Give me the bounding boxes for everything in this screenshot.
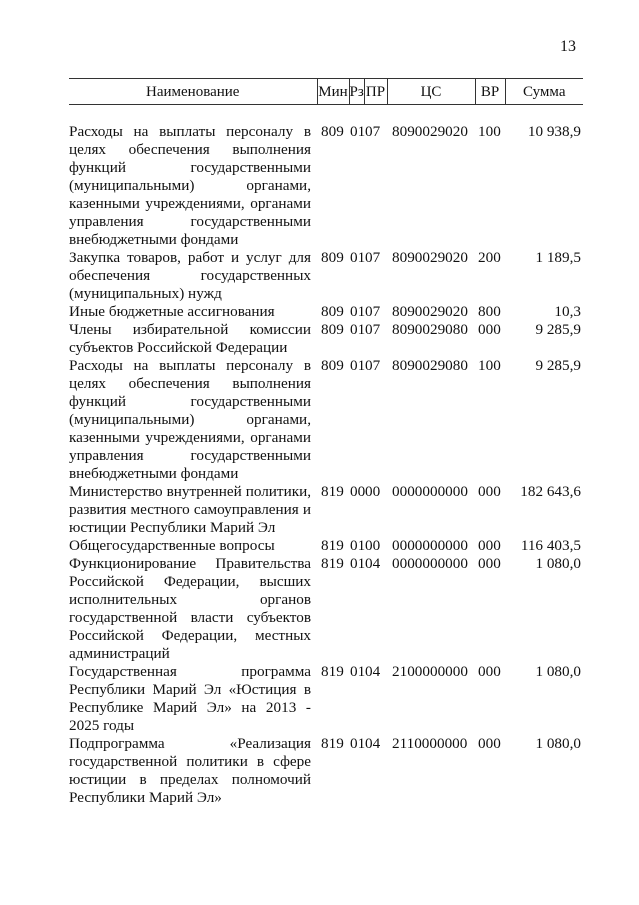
row-pr: 00 <box>365 483 381 500</box>
row-cs: 8090029020 <box>392 123 468 140</box>
row-vr: 000 <box>478 483 501 500</box>
row-min: 809 <box>321 321 344 338</box>
row-vr: 800 <box>478 303 501 320</box>
header-cs: ЦС <box>387 79 475 105</box>
row-cs: 8090029080 <box>392 321 468 338</box>
table-row <box>69 321 583 357</box>
row-sum: 1 080,0 <box>535 555 581 572</box>
header-sum: Сумма <box>505 79 583 105</box>
table-row <box>69 663 583 735</box>
row-min: 809 <box>321 303 344 320</box>
row-vr: 000 <box>478 735 501 752</box>
table-row <box>69 735 583 807</box>
row-cs: 8090029020 <box>392 249 468 266</box>
row-vr: 000 <box>478 555 501 572</box>
row-name: Подпрограмма «Реализация государственной политики в сфере юстиции в пределах полномочий Республики Марий Эл» <box>69 735 311 806</box>
row-min: 819 <box>321 483 344 500</box>
row-cs: 0000000000 <box>392 483 468 500</box>
row-name: Государственная программа Республики Марий Эл «Юстиция в Республике Марий Эл» на 2013 - 2025 годы <box>69 663 311 734</box>
row-min: 809 <box>321 249 344 266</box>
row-name: Общегосударственные вопросы <box>69 537 275 554</box>
row-sum: 10,3 <box>554 303 581 320</box>
table-row <box>69 483 583 537</box>
row-min: 819 <box>321 663 344 680</box>
row-pr: 04 <box>365 663 381 680</box>
header-pr: ПР <box>364 79 387 105</box>
page-number: 13 <box>560 38 576 55</box>
row-min: 819 <box>321 537 344 554</box>
table-row <box>69 303 583 321</box>
row-vr: 000 <box>478 321 501 338</box>
row-vr: 000 <box>478 663 501 680</box>
row-sum: 9 285,9 <box>535 357 581 374</box>
row-cs: 8090029080 <box>392 357 468 374</box>
budget-table <box>69 78 583 807</box>
row-sum: 116 403,5 <box>520 537 581 554</box>
header-vr: ВР <box>475 79 505 105</box>
row-rz: 01 <box>350 555 366 572</box>
row-pr: 04 <box>365 555 381 572</box>
row-sum: 9 285,9 <box>535 321 581 338</box>
table-header-row <box>69 79 583 105</box>
row-pr: 07 <box>365 249 381 266</box>
row-pr: 00 <box>365 537 381 554</box>
row-vr: 100 <box>478 123 501 140</box>
row-min: 819 <box>321 555 344 572</box>
row-cs: 2110000000 <box>392 735 468 752</box>
row-rz: 01 <box>350 357 366 374</box>
row-pr: 07 <box>365 123 381 140</box>
row-rz: 01 <box>350 123 366 140</box>
row-rz: 01 <box>350 537 366 554</box>
row-vr: 000 <box>478 537 501 554</box>
row-pr: 07 <box>365 357 381 374</box>
header-spacer <box>69 105 583 124</box>
row-vr: 200 <box>478 249 501 266</box>
row-sum: 182 643,6 <box>520 483 581 500</box>
row-min: 819 <box>321 735 344 752</box>
row-pr: 07 <box>365 303 381 320</box>
row-min: 809 <box>321 123 344 140</box>
table-row <box>69 537 583 555</box>
row-sum: 10 938,9 <box>527 123 581 140</box>
row-name: Расходы на выплаты персоналу в целях обеспечения выполнения функций государственными (муниципальными) органами, казенными учреждениями, органами управления государственными внебюджетными фондами <box>69 123 311 248</box>
table-row <box>69 249 583 303</box>
header-min: Мин <box>317 79 349 105</box>
row-name: Члены избирательной комиссии субъектов Российской Федерации <box>69 321 311 356</box>
row-name: Иные бюджетные ассигнования <box>69 303 275 320</box>
row-name: Расходы на выплаты персоналу в целях обеспечения выполнения функций государственными (муниципальными) органами, казенными учреждениями, органами управления государственными внебюджетными фондами <box>69 357 311 482</box>
row-cs: 8090029020 <box>392 303 468 320</box>
row-cs: 2100000000 <box>392 663 468 680</box>
row-cs: 0000000000 <box>392 555 468 572</box>
header-rz: Рз <box>349 79 364 105</box>
row-name: Функционирование Правительства Российской Федерации, высших исполнительных органов государственной власти субъектов Российской Федерации, местных администраций <box>69 555 311 662</box>
row-rz: 01 <box>350 303 366 320</box>
row-rz: 01 <box>350 249 366 266</box>
row-sum: 1 189,5 <box>535 249 581 266</box>
table-row <box>69 123 583 249</box>
row-rz: 01 <box>350 735 366 752</box>
row-vr: 100 <box>478 357 501 374</box>
row-sum: 1 080,0 <box>535 663 581 680</box>
table-row <box>69 357 583 483</box>
row-name: Закупка товаров, работ и услуг для обеспечения государственных (муниципальных) нужд <box>69 249 311 302</box>
row-name: Министерство внутренней политики, развития местного самоуправления и юстиции Республики Марий Эл <box>69 483 311 536</box>
table-row <box>69 555 583 663</box>
row-sum: 1 080,0 <box>535 735 581 752</box>
header-name: Наименование <box>69 79 317 105</box>
row-rz: 01 <box>350 321 366 338</box>
row-pr: 07 <box>365 321 381 338</box>
row-rz: 01 <box>350 663 366 680</box>
row-cs: 0000000000 <box>392 537 468 554</box>
row-min: 809 <box>321 357 344 374</box>
row-rz: 00 <box>350 483 366 500</box>
row-pr: 04 <box>365 735 381 752</box>
